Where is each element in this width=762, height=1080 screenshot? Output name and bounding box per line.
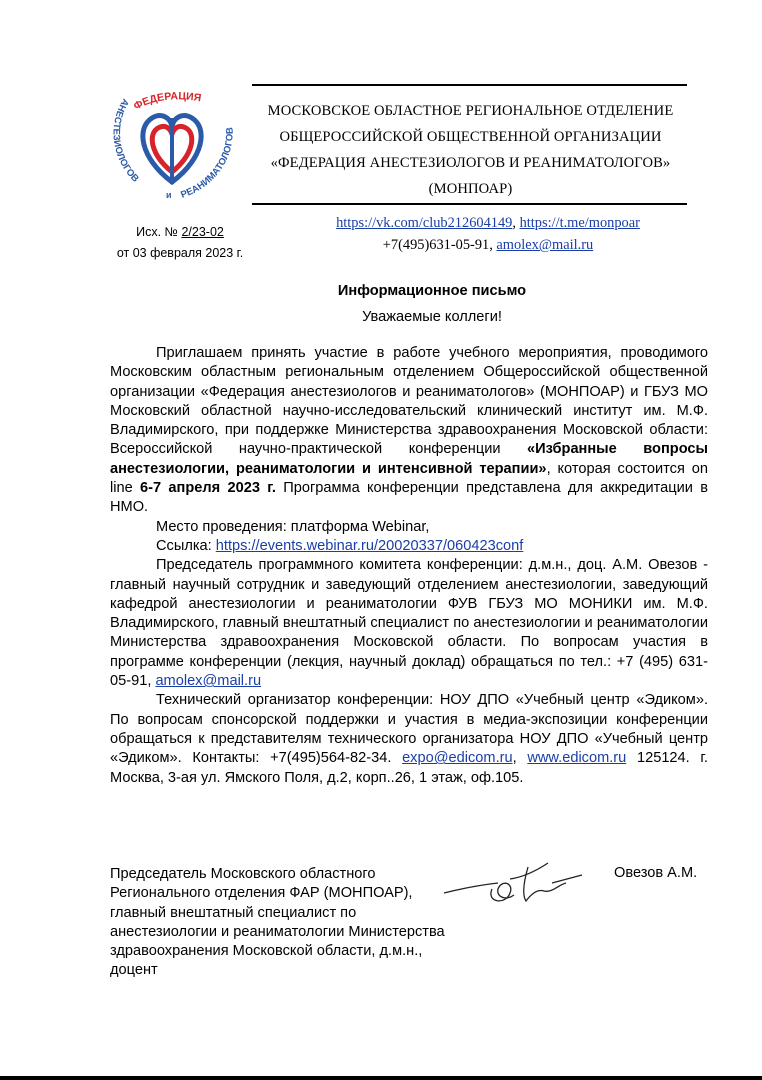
paragraph-committee	[110, 556, 708, 691]
signatory-position: Председатель Московского областного Регионального отделения ФАР (МОНПОАР), главный внештатный специалист по анестезиологии и реаниматологии Министерства здравоохранения Московской области, д.м.н., доцент	[110, 866, 445, 979]
logo-text-reanimatologists: РЕАНИМАТОЛОГОВ	[179, 127, 236, 201]
committee-text: Председатель программного комитета конференции: д.м.н., доц. А.М. Овезов - главный научный сотрудник и заведующий отделением анестезиологии, заведующий кафедрой анестезиологии и реаниматологии ФУВ ГБУЗ МО МОНИКИ им. М.Ф. Владимирского, главный внештатный специалист по анестезиологии и реаниматологии Министерства здравоохранения Московской области. По вопросам участия в программе конференции (лекция, научный доклад) обращаться по тел.: +7 (495) 631-05-91,	[110, 557, 708, 690]
organizer-text: Технический организатор конференции: НОУ ДПО «Учебный центр «Эдиком». По вопросам спонсорской поддержки и участия в медиа-экспозиции конференции обращаться к представителям технического организатора НОУ ДПО «Учебный центр «Эдиком». Контакты: +7(495)564-82-34.	[110, 692, 708, 767]
paragraph-invitation	[110, 344, 708, 518]
phone-email-line	[252, 234, 724, 256]
org-line: (МОНПОАР)	[428, 181, 513, 197]
phone-number: +7(495)631-05-91,	[382, 237, 493, 253]
outgoing-label: Исх. №	[136, 225, 178, 239]
page-bottom-edge	[0, 1076, 762, 1080]
outgoing-reference	[110, 222, 250, 264]
outgoing-number: 2/23-02	[181, 225, 224, 239]
logo-text-and: и	[166, 190, 172, 200]
telegram-link[interactable]: https://t.me/monpoar	[519, 215, 640, 231]
handwritten-signature	[440, 855, 590, 915]
org-line: ОБЩЕРОССИЙСКОЙ ОБЩЕСТВЕННОЙ ОРГАНИЗАЦИИ	[279, 129, 662, 145]
header-rule-bottom	[252, 203, 687, 205]
invitation-text: Приглашаем принять участие в работе учебного мероприятия, проводимого Московским областным региональным отделением Общероссийской общественной организации «Федерация анестезиологов и реаниматологов» (МОНПОАР) и ГБУЗ МО Московский областной научно-исследовательский клинический институт им. М.Ф. Владимирского, при поддержке Министерства здравоохранения Московской области: Всероссийской научно-практической конференции	[110, 345, 708, 458]
organizer-address: 125124. г. Москва, 3-ая ул. Ямского Поля, д.2, корп..26, 1 этаж, оф.105.	[110, 750, 708, 786]
edicom-site-link[interactable]: www.edicom.ru	[527, 750, 627, 767]
letter-title: Информационное письмо	[337, 283, 527, 299]
organization-name	[252, 98, 689, 202]
signer-name: Овезов А.М.	[614, 865, 698, 881]
letter-body	[110, 344, 708, 788]
outgoing-date: от 03 февраля 2023 г.	[116, 246, 244, 260]
social-links	[252, 212, 724, 234]
logo-text-anesthesiologists: АНЕСТЕЗИОЛОГОВ	[110, 96, 141, 185]
webinar-link-line	[110, 537, 708, 556]
federation-logo	[100, 88, 245, 206]
email-link[interactable]: amolex@mail.ru	[496, 237, 594, 253]
header-contacts	[252, 212, 724, 256]
vk-link[interactable]: https://vk.com/club212604149	[336, 215, 513, 231]
webinar-link-label: Ссылка:	[156, 537, 216, 554]
outgoing-number-line	[110, 222, 250, 243]
paragraph-organizer	[110, 691, 708, 787]
invitation-text-3: Программа конференции представлена для аккредитации в НМО.	[110, 480, 708, 516]
expo-email-link[interactable]: expo@edicom.ru	[402, 750, 513, 767]
invitation-text-2: , которая состоится on line	[110, 460, 708, 497]
committee-email-link[interactable]: amolex@mail.ru	[155, 673, 262, 690]
venue: Место проведения: платформа Webinar,	[156, 518, 430, 535]
org-line: МОСКОВСКОЕ ОБЛАСТНОЕ РЕГИОНАЛЬНОЕ ОТДЕЛЕНИЕ	[267, 103, 674, 119]
organizer-separator: ,	[512, 750, 517, 767]
logo-text-federation: ФЕДЕРАЦИЯ	[131, 90, 203, 113]
org-line: «ФЕДЕРАЦИЯ АНЕСТЕЗИОЛОГОВ И РЕАНИМАТОЛОГОВ»	[270, 155, 671, 171]
link-separator: ,	[512, 215, 516, 231]
conference-date: 6-7 апреля 2023 г.	[140, 480, 276, 497]
greeting: Уважаемые коллеги!	[362, 309, 502, 325]
conference-title: «Избранные вопросы анестезиологии, реаниматологии и интенсивной терапии»	[110, 441, 708, 477]
webinar-link[interactable]: https://events.webinar.ru/20020337/060423conf	[215, 537, 524, 554]
header-rule-top	[252, 84, 687, 86]
